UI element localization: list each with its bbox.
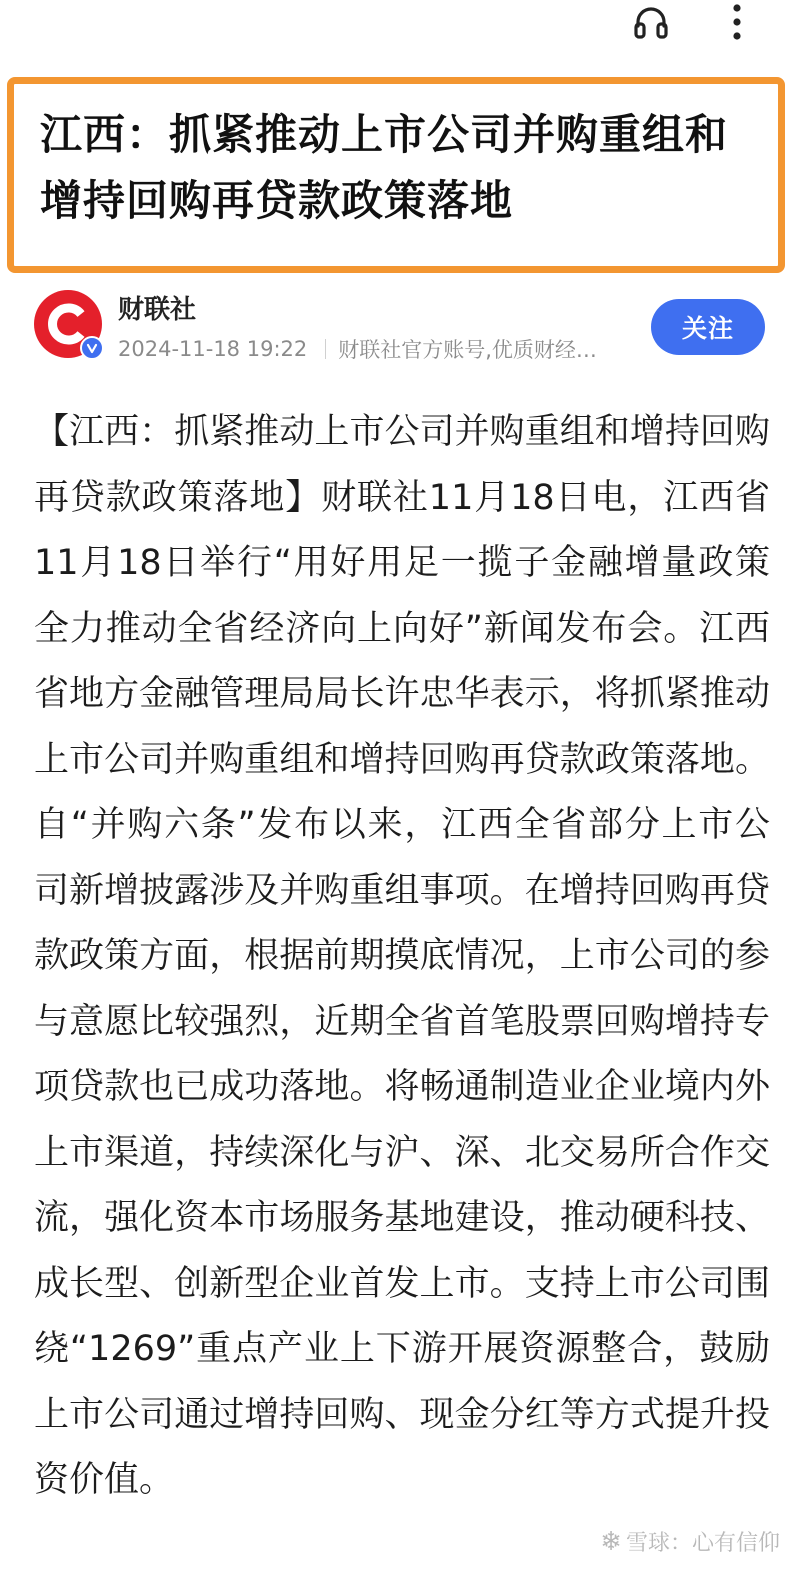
publisher-name[interactable]: 财联社: [118, 295, 197, 325]
follow-button[interactable]: 关注: [651, 299, 765, 355]
meta-divider: [325, 339, 326, 359]
publish-datetime: 2024-11-18 19:22: [118, 337, 308, 361]
snowball-logo-icon: ❄: [600, 1526, 622, 1557]
headline-highlight-box: [7, 77, 785, 273]
more-vertical-icon[interactable]: [712, 0, 762, 44]
author-row: [0, 285, 800, 365]
publish-meta: [118, 334, 597, 364]
verified-badge-icon: [80, 336, 104, 360]
publisher-description: 财联社官方账号,优质财经…: [338, 338, 597, 362]
watermark-text: 雪球：心有信仰: [625, 1531, 780, 1556]
article-title: 江西：抓紧推动上市公司并购重组和增持回购再贷款政策落地: [40, 110, 729, 225]
watermark: [600, 1526, 780, 1557]
headphones-icon[interactable]: [626, 0, 676, 44]
publisher-avatar[interactable]: [33, 289, 103, 359]
article-body: 【江西：抓紧推动上市公司并购重组和增持回购再贷款政策落地】财联社11月18日电，江西省11月18日举行“用好用足一揽子金融增量政策 全力推动全省经济向上向好”新闻发布会。江西省地方金融管理局局长许忠华表示，将抓紧推动上市公司并购重组和增持回购再贷款政策落地。自“并购六条”发布以来，江西全省部分上市公司新增披露涉及并购重组事项。在增持回购再贷款政策方面，根据前期摸底情况，上市公司的参与意愿比较强烈，近期全省首笔股票回购增持专项贷款也已成功落地。将畅通制造业企业境内外上市渠道，持续深化与沪、深、北交易所合作交流，强化资本市场服务基地建设，推动硬科技、成长型、创新型企业首发上市。支持上市公司围绕“1269”重点产业上下游开展资源整合，鼓励上市公司通过增持回购、现金分红等方式提升投资价值。: [34, 412, 770, 1500]
top-bar: [0, 0, 800, 70]
